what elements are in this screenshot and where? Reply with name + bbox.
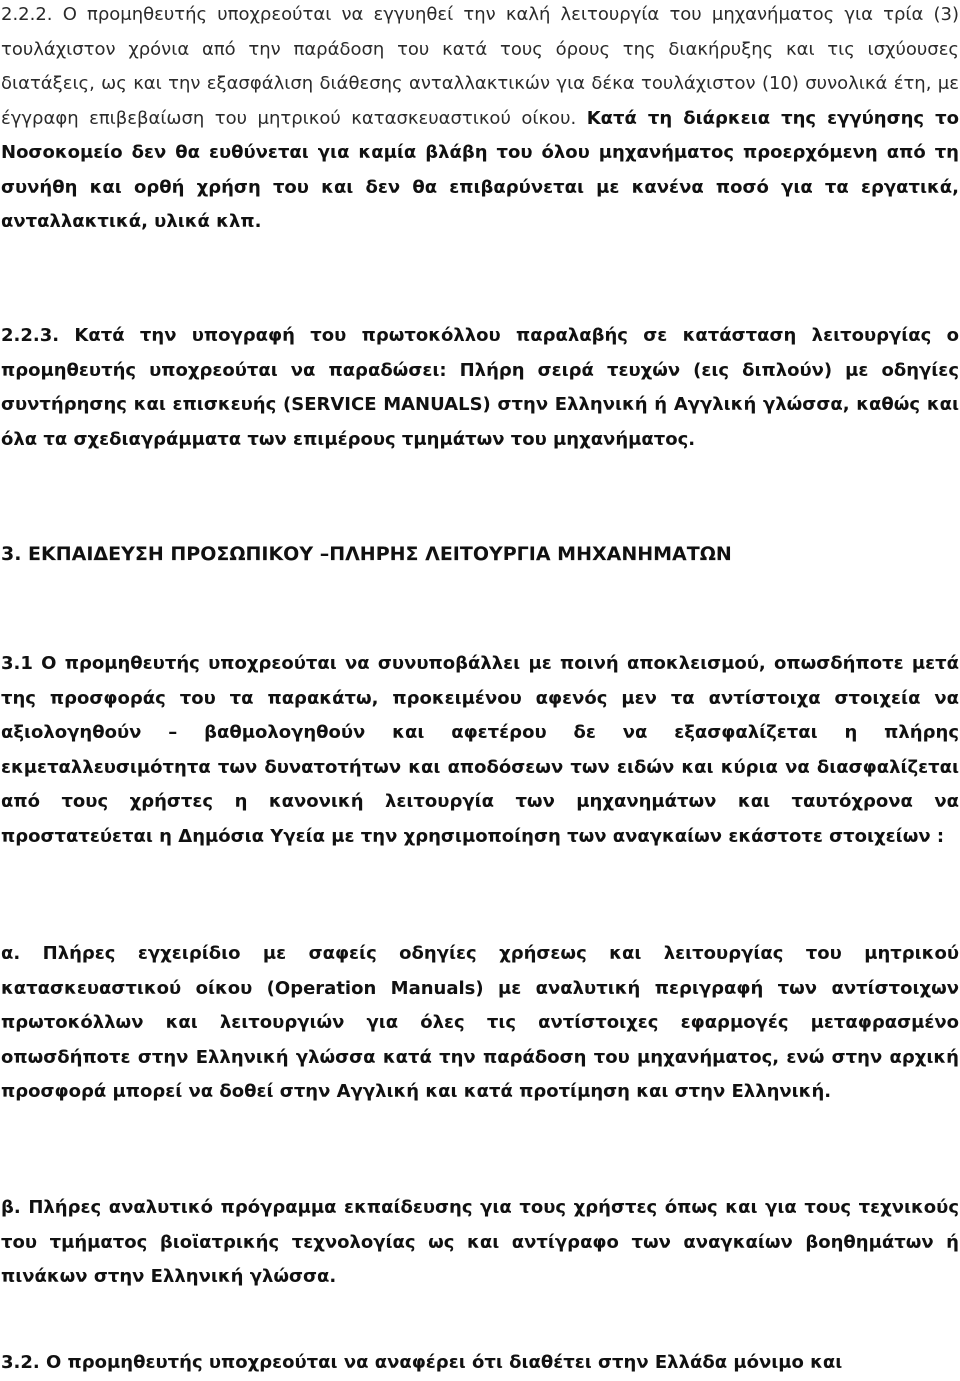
section-number: 2.2.2. [1,4,53,25]
list-item-a: α. Πλήρες εγχειρίδιο με σαφείς οδηγίες χρήσεως και λειτουργίας του μητρικού κατασκευαστικού οίκου (Operation Manuals) με αναλυτική περιγραφή των αντίστοιχων πρωτοκόλλων και λειτουργιών για όλες τις αντίστοιχες εφαρμογές μεταφρασμένο οπωσδήποτε στην Ελληνική γλώσσα κατά την παράδοση του μηχανήματος, ενώ στην αρχική προσφορά μπορεί να δοθεί στην Αγγλική και κατά προτίμηση και στην Ελληνική. [1,943,959,1102]
list-item-b: β. Πλήρες αναλυτικό πρόγραμμα εκπαίδευσης για τους χρήστες όπως και για τους τεχνικούς του τμήματος βιοϊατρικής τεχνολογίας ως και αντίγραφο των αναγκαίων βοηθημάτων ή πινάκων στην Ελληνική γλώσσα. [1,1197,959,1287]
paragraph-3-2: 3.2. Ο προμηθευτής υποχρεούται να αναφέρει ότι διαθέτει στην Ελλάδα μόνιμο και [1,1352,843,1373]
paragraph-3-1: 3.1 Ο προμηθευτής υποχρεούται να συνυποβάλλει με ποινή αποκλεισμού, οπωσδήποτε μετά της προσφοράς του τα παρακάτω, προκειμένου αφενός μεν τα αντίστοιχα στοιχεία να αξιολογηθούν – βαθμολογηθούν και αφετέρου δε να εξασφαλίζεται η πλήρης εκμεταλλευσιμότητα των δυνατοτήτων και αποδόσεων των ειδών και κύρια να διασφαλίζεται από τους χρήστες η κανονική λειτουργία των μηχανημάτων και ταυτόχρονα να προστατεύεται η Δημόσια Υγεία με την χρησιμοποίηση των αναγκαίων εκάστοτε στοιχείων : [1,653,959,847]
section-heading-3: 3. ΕΚΠΑΙΔΕΥΣΗ ΠΡΟΣΩΠΙΚΟΥ –ΠΛΗΡΗΣ ΛΕΙΤΟΥΡΓΙΑ ΜΗΧΑΝΗΜΑΤΩΝ [1,543,732,565]
paragraph-2-2-2 [1,0,959,240]
paragraph-text-emphasis: Κατά τη διάρκεια της εγγύησης το Νοσοκομείο δεν θα ευθύνεται για καμία βλάβη του όλου μηχανήματος προερχόμενη από τη συνήθη και ορθή χρήση του και δεν θα επιβαρύνεται με κανένα ποσό για τα εργατικά, ανταλλακτικά, υλικά κλπ. [1,107,959,232]
paragraph-2-2-3: 2.2.3. Κατά την υπογραφή του πρωτοκόλλου παραλαβής σε κατάσταση λειτουργίας ο προμηθευτής υποχρεούται να παραδώσει: Πλήρη σειρά τευχών (εις διπλούν) με οδηγίες συντήρησης και επισκευής (SERVICE MANUALS) στην Ελληνική ή Αγγλική γλώσσα, καθώς και όλα τα σχεδιαγράμματα των επιμέρους τμημάτων του μηχανήματος. [1,325,959,450]
paragraph-text: Ο προμηθευτής υποχρεούται να εγγυηθεί την καλή λειτουργία του μηχανήματος για τρία (3) τουλάχιστον χρόνια από την παράδοση του κατά τους όρους της διακήρυξης και τις ισχύουσες διατάξεις, ως και την εξασφάλιση διάθεσης ανταλλακτικών για δέκα τουλάχιστον (10) συνολικά έτη, με έγγραφη επιβεβαίωση του μητρικού κατασκευαστικού οίκου. [1,4,959,129]
